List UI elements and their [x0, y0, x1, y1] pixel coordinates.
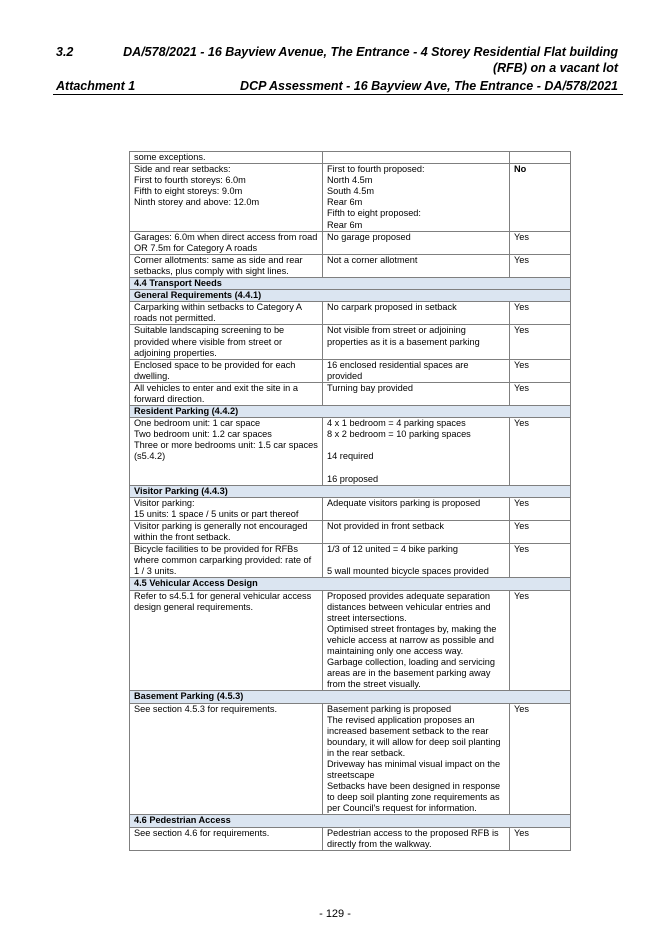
- requirement-cell: Side and rear setbacks: First to fourth storeys: 6.0m Fifth to eight storeys: 9.0m Ninth storey and above: 12.0m: [130, 164, 323, 232]
- proposal-cell: Proposed provides adequate separation distances between vehicular entries and street intersections. Optimised street frontages by, making the vehicle access at narrow as possible and maintaining only one access way. Garbage collection, loading and servicing areas are in the basement parking away from the street visually.: [323, 590, 510, 691]
- requirement-cell: Visitor parking: 15 units: 1 space / 5 units or part thereof: [130, 497, 323, 520]
- compliance-cell: Yes: [510, 254, 571, 277]
- section-heading-row: [130, 406, 571, 418]
- section-heading: 4.6 Pedestrian Access: [130, 815, 571, 827]
- attachment-label: Attachment 1: [56, 79, 136, 93]
- section-heading-row: [130, 278, 571, 290]
- section-heading-row: [130, 815, 571, 827]
- requirement-cell: Corner allotments: same as side and rear setbacks, plus comply with sight lines.: [130, 254, 323, 277]
- table-row: [130, 359, 571, 382]
- compliance-cell: Yes: [510, 703, 571, 815]
- proposal-cell: No garage proposed: [323, 231, 510, 254]
- proposal-cell: Not visible from street or adjoining properties as it is a basement parking: [323, 325, 510, 359]
- page-number: - 129 -: [319, 908, 351, 920]
- table-row: [130, 152, 571, 164]
- compliance-cell: Yes: [510, 827, 571, 850]
- requirement-cell: Visitor parking is generally not encouraged within the front setback.: [130, 521, 323, 544]
- proposal-cell: 1/3 of 12 united = 4 bike parking 5 wall mounted bicycle spaces provided: [323, 544, 510, 578]
- proposal-cell: Not provided in front setback: [323, 521, 510, 544]
- table-row: [130, 521, 571, 544]
- compliance-cell: Yes: [510, 497, 571, 520]
- requirement-cell: Refer to s4.5.1 for general vehicular access design general requirements.: [130, 590, 323, 691]
- table-row: [130, 231, 571, 254]
- table-row: [130, 254, 571, 277]
- table-row: [130, 544, 571, 578]
- table-row: [130, 302, 571, 325]
- section-heading: Resident Parking (4.4.2): [130, 406, 571, 418]
- requirement-cell: Carparking within setbacks to Category A roads not permitted.: [130, 302, 323, 325]
- section-heading-row: [130, 485, 571, 497]
- proposal-cell: Pedestrian access to the proposed RFB is directly from the walkway.: [323, 827, 510, 850]
- requirement-cell: See section 4.6 for requirements.: [130, 827, 323, 850]
- requirement-cell: One bedroom unit: 1 car space Two bedroom unit: 1.2 car spaces Three or more bedrooms unit: 1.5 car spaces (s5.4.2): [130, 418, 323, 486]
- compliance-cell: Yes: [510, 302, 571, 325]
- proposal-cell: Adequate visitors parking is proposed: [323, 497, 510, 520]
- compliance-cell: Yes: [510, 521, 571, 544]
- proposal-cell: 4 x 1 bedroom = 4 parking spaces 8 x 2 bedroom = 10 parking spaces 14 required 16 proposed: [323, 418, 510, 486]
- section-heading: 4.4 Transport Needs: [130, 278, 571, 290]
- compliance-cell: Yes: [510, 325, 571, 359]
- compliance-cell: Yes: [510, 418, 571, 486]
- proposal-cell: Turning bay provided: [323, 382, 510, 405]
- table-row: [130, 325, 571, 359]
- section-heading-row: [130, 290, 571, 302]
- section-heading: General Requirements (4.4.1): [130, 290, 571, 302]
- requirement-cell: Suitable landscaping screening to be provided where visible from street or adjoining properties.: [130, 325, 323, 359]
- compliance-cell: No: [510, 164, 571, 232]
- item-number: 3.2: [56, 45, 74, 59]
- section-heading-row: [130, 578, 571, 590]
- table-row: [130, 164, 571, 232]
- document-title-continued: (RFB) on a vacant lot: [492, 61, 618, 75]
- table-row: [130, 590, 571, 691]
- requirement-cell: All vehicles to enter and exit the site in a forward direction.: [130, 382, 323, 405]
- proposal-cell: Not a corner allotment: [323, 254, 510, 277]
- proposal-cell: 16 enclosed residential spaces are provided: [323, 359, 510, 382]
- requirement-cell: Enclosed space to be provided for each dwelling.: [130, 359, 323, 382]
- compliance-cell: [510, 152, 571, 164]
- header-rule: [53, 94, 623, 95]
- dcp-assessment-table: [129, 151, 571, 851]
- proposal-cell: [323, 152, 510, 164]
- requirement-cell: Garages: 6.0m when direct access from road OR 7.5m for Category A roads: [130, 231, 323, 254]
- proposal-cell: Basement parking is proposed The revised application proposes an increased basement setback to the rear boundary, it will allow for deep soil planting in the rear setback. Driveway has minimal visual impact on the streetscape Setbacks have been designed in response to deep soil planting zone requirements as per Council's request for information.: [323, 703, 510, 815]
- compliance-cell: Yes: [510, 544, 571, 578]
- section-heading-row: [130, 691, 571, 703]
- section-heading: 4.5 Vehicular Access Design: [130, 578, 571, 590]
- table-row: [130, 497, 571, 520]
- compliance-cell: Yes: [510, 590, 571, 691]
- assessment-title: DCP Assessment - 16 Bayview Ave, The Entrance - DA/578/2021: [240, 79, 618, 93]
- section-heading: Visitor Parking (4.4.3): [130, 485, 571, 497]
- proposal-cell: No carpark proposed in setback: [323, 302, 510, 325]
- compliance-cell: Yes: [510, 359, 571, 382]
- compliance-cell: Yes: [510, 382, 571, 405]
- requirement-cell: some exceptions.: [130, 152, 323, 164]
- requirement-cell: Bicycle facilities to be provided for RFBs where common carparking provided: rate of 1 / 3 units.: [130, 544, 323, 578]
- compliance-cell: Yes: [510, 231, 571, 254]
- document-title: DA/578/2021 - 16 Bayview Avenue, The Entrance - 4 Storey Residential Flat building: [123, 45, 618, 59]
- table-row: [130, 382, 571, 405]
- table-row: [130, 418, 571, 486]
- section-heading: Basement Parking (4.5.3): [130, 691, 571, 703]
- table-row: [130, 827, 571, 850]
- proposal-cell: First to fourth proposed: North 4.5m South 4.5m Rear 6m Fifth to eight proposed: Rear 6m: [323, 164, 510, 232]
- requirement-cell: See section 4.5.3 for requirements.: [130, 703, 323, 815]
- table-row: [130, 703, 571, 815]
